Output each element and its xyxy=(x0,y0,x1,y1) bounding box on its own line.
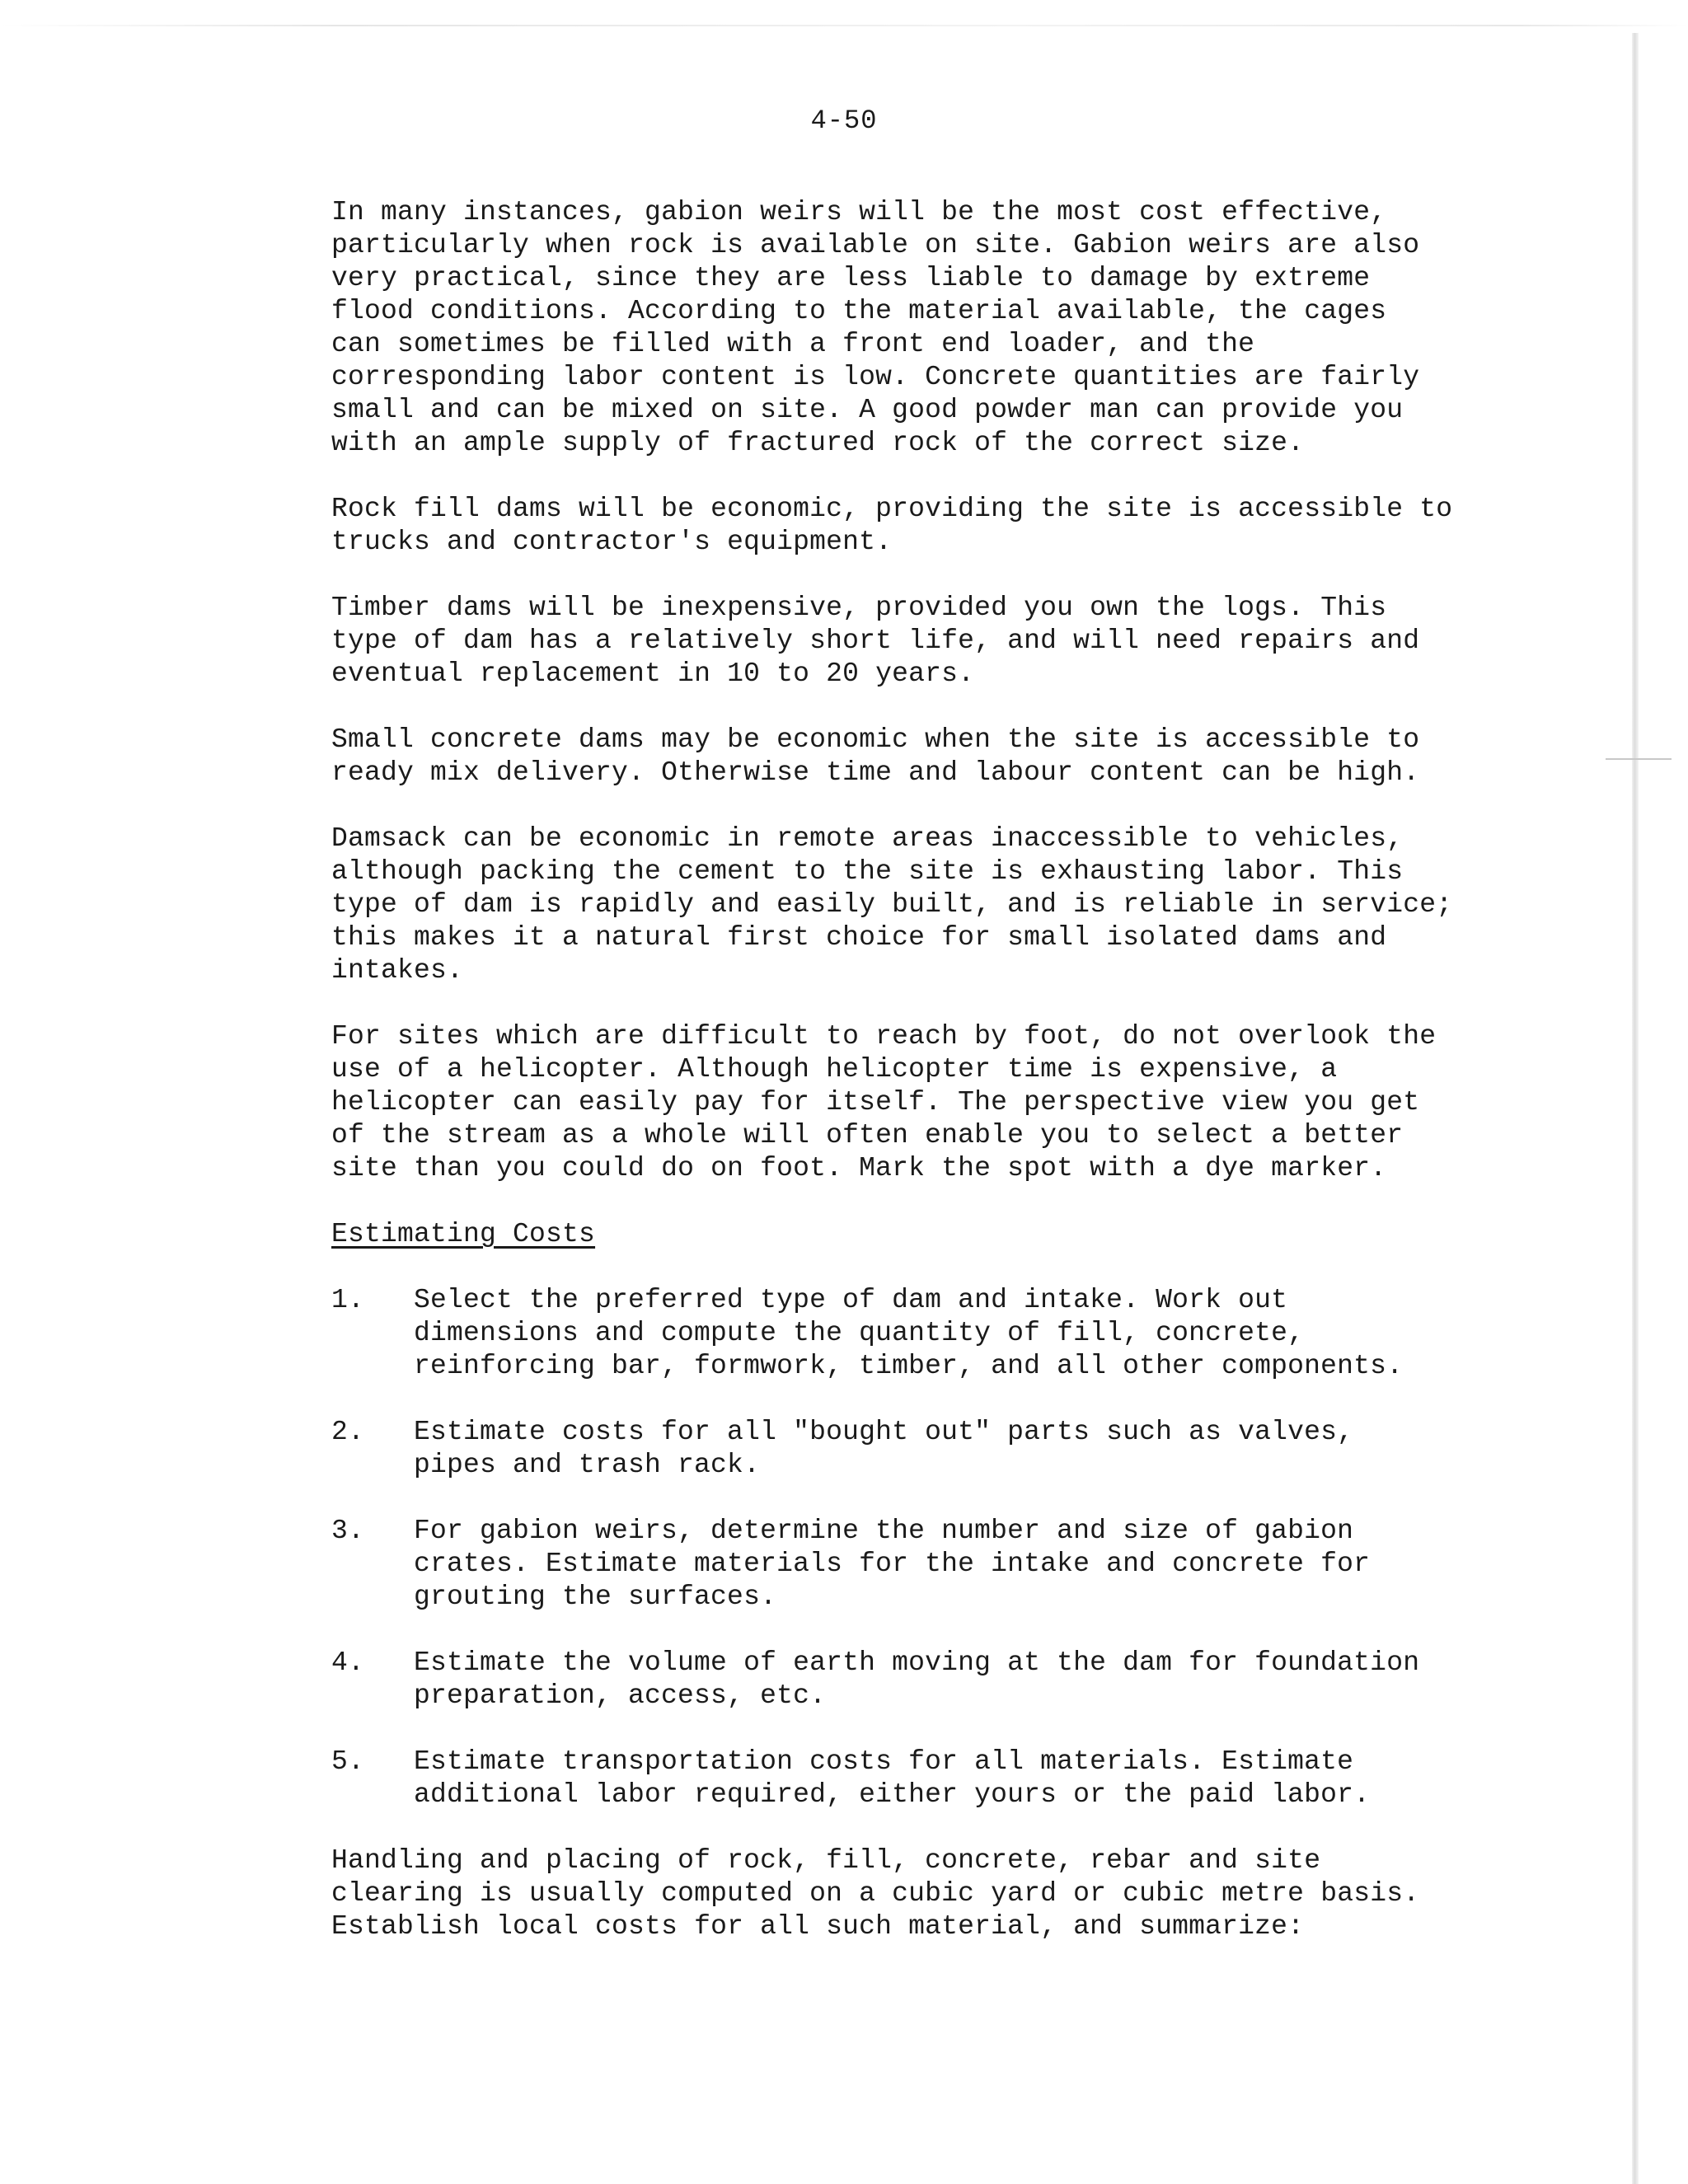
paragraph-helicopter: For sites which are difficult to reach by foot, do not overlook the use of a helicopter. Although helicopter time is expensive, a helicopter can easily pay for itself. The perspective view you get of the stream as a whole will often enable you to select a better site than you could do on foot. Mark the spot with a dye marker. xyxy=(331,1021,1437,1183)
list-item-text: For gabion weirs, determine the number and size of gabion crates. Estimate materials for the intake and concrete for grouting the surfaces. xyxy=(414,1516,1371,1612)
list-item-number: 4. xyxy=(331,1647,365,1678)
scan-edge-right xyxy=(1632,33,1639,2184)
paragraph-timber-dams: Timber dams will be inexpensive, provided you own the logs. This type of dam has a relatively short life, and will need repairs and eventual replacement in 10 to 20 years. xyxy=(331,593,1420,689)
paragraph-damsack: Damsack can be economic in remote areas inaccessible to vehicles, although packing the cement to the site is exhausting labor. This type of dam is rapidly and easily built, and is reliable in service; this makes it a natural first choice for small isolated dams and intakes. xyxy=(331,823,1453,986)
section-heading-estimating-costs: Estimating Costs xyxy=(331,1219,596,1249)
list-item xyxy=(331,1746,1485,1811)
estimating-costs-list xyxy=(331,1284,1485,1811)
list-item-text: Estimate transportation costs for all materials. Estimate additional labor required, either yours or the paid labor. xyxy=(414,1746,1371,1810)
list-item-text: Estimate the volume of earth moving at the dam for foundation preparation, access, etc. xyxy=(414,1647,1420,1711)
page-body xyxy=(331,196,1485,1976)
list-item xyxy=(331,1284,1485,1383)
list-item xyxy=(331,1647,1485,1713)
list-item-number: 2. xyxy=(331,1417,365,1447)
paragraph-small-concrete-dams: Small concrete dams may be economic when the site is accessible to ready mix delivery. Otherwise time and labour content can be high. xyxy=(331,724,1420,788)
list-item-number: 3. xyxy=(331,1516,365,1546)
list-item-text: Estimate costs for all "bought out" parts such as valves, pipes and trash rack. xyxy=(414,1417,1354,1480)
paragraph-handling-and-placing: Handling and placing of rock, fill, concrete, rebar and site clearing is usually computed on a cubic yard or cubic metre basis. Establish local costs for all such material, and summarize: xyxy=(331,1845,1420,1942)
list-item-number: 1. xyxy=(331,1285,365,1315)
page-number: 4-50 xyxy=(810,105,878,136)
paragraph-gabion-weirs: In many instances, gabion weirs will be the most cost effective, particularly when rock is available on site. Gabion weirs are also very practical, since they are less liable to damage by extreme flood conditions. According to the material available, the cages can sometimes be filled with a front end loader, and the corresponding labor content is low. Concrete quantities are fairly small and can be mixed on site. A good powder man can provide you with an ample supply of fractured rock of the correct size. xyxy=(331,197,1420,458)
paragraph-rock-fill-dams: Rock fill dams will be economic, providing the site is accessible to trucks and contractor's equipment. xyxy=(331,494,1453,557)
list-item-text: Select the preferred type of dam and intake. Work out dimensions and compute the quantity of fill, concrete, reinforcing bar, formwork, timber, and all other components. xyxy=(414,1285,1404,1381)
list-item-number: 5. xyxy=(331,1746,365,1777)
list-item xyxy=(331,1515,1485,1614)
scan-edge-top xyxy=(0,25,1688,26)
scan-edge-mark xyxy=(1606,758,1672,760)
list-item xyxy=(331,1416,1485,1482)
